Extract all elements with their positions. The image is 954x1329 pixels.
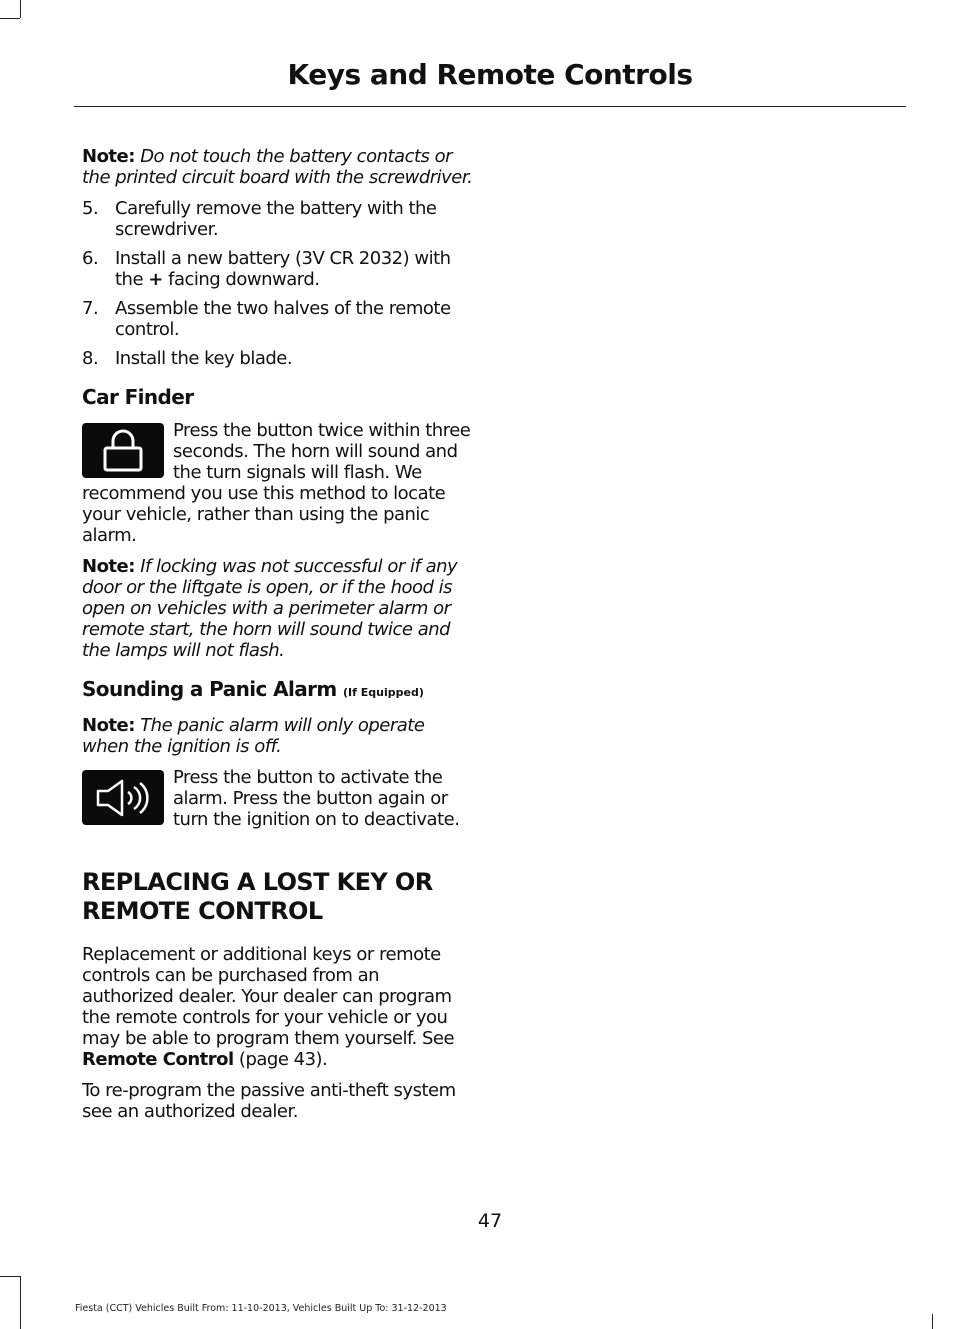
page-reference: (page 43).: [238, 1049, 328, 1070]
steps-list: [82, 198, 474, 369]
list-item: [82, 198, 474, 240]
list-item: [82, 298, 474, 340]
step-number: 7.: [82, 298, 99, 319]
replacing-text: Replacement or additional keys or remote controls can be purchased from an authorized dealer. Your dealer can program the remote controls for your vehicle or you may be able to program them yourself. See: [82, 944, 455, 1049]
step-text: Install a new battery (3V CR 2032) with the: [115, 248, 451, 290]
step-text: Assemble the two halves of the remote control.: [115, 298, 451, 340]
footer-text: Fiesta (CCT) Vehicles Built From: 11-10-2013, Vehicles Built Up To: 31-12-2013: [75, 1303, 447, 1314]
content-column: [82, 146, 474, 1132]
panic-alarm-text: Press the button to activate the alarm. Press the button again or turn the ignition on to deactivate.: [173, 767, 460, 830]
step-text: Install the key blade.: [115, 348, 293, 369]
step-number: 5.: [82, 198, 99, 219]
reprogram-paragraph: To re-program the passive anti-theft system see an authorized dealer.: [82, 1080, 456, 1122]
car-finder-heading: Car Finder: [82, 385, 194, 409]
note-label: Note:: [82, 556, 135, 577]
note-label: Note:: [82, 146, 135, 167]
crop-mark: [20, 0, 21, 18]
title-rule: [74, 106, 906, 107]
crop-mark: [20, 1314, 21, 1329]
crop-mark: [0, 18, 20, 19]
note-text: Do not touch the battery contacts or the printed circuit board with the screwdriver.: [82, 146, 473, 188]
note-locking: [82, 556, 474, 661]
panic-alarm-block: [82, 767, 474, 830]
panic-alarm-title: Sounding a Panic Alarm: [82, 677, 337, 701]
step-number: 6.: [82, 248, 99, 269]
car-finder-text: Press the button twice within three seconds. The horn will sound and the turn signals will flash. We recommend you use this method to locate your vehicle, rather than using the panic alarm.: [82, 420, 471, 546]
panic-alarm-heading: [82, 679, 474, 703]
crop-mark: [0, 1276, 20, 1277]
lock-icon: [82, 423, 164, 478]
note-panic: [82, 715, 474, 757]
step-text: Carefully remove the battery with the screwdriver.: [115, 198, 437, 240]
list-item: [82, 348, 474, 369]
note-label: Note:: [82, 715, 135, 736]
car-finder-block: [82, 420, 474, 546]
horn-speaker-icon: [82, 770, 164, 825]
note-battery: [82, 146, 474, 188]
step-text: facing downward.: [168, 269, 320, 290]
replacing-heading: REPLACING A LOST KEY OR REMOTE CONTROL: [82, 868, 433, 925]
remote-control-link[interactable]: Remote Control: [82, 1049, 234, 1070]
step-number: 8.: [82, 348, 99, 369]
if-equipped-label: (If Equipped): [343, 686, 424, 699]
plus-symbol: +: [148, 269, 163, 290]
note-text: If locking was not successful or if any door or the liftgate is open, or if the hood is open on vehicles with a perimeter alarm or remote start, the horn will sound twice and the lamps will not flash.: [82, 556, 458, 661]
replacing-paragraph: [82, 944, 474, 1070]
page-number: 47: [477, 1210, 503, 1232]
crop-mark: [932, 1314, 933, 1329]
list-item: [82, 248, 474, 290]
note-text: The panic alarm will only operate when the ignition is off.: [82, 715, 425, 757]
page-title: Keys and Remote Controls: [287, 58, 693, 91]
